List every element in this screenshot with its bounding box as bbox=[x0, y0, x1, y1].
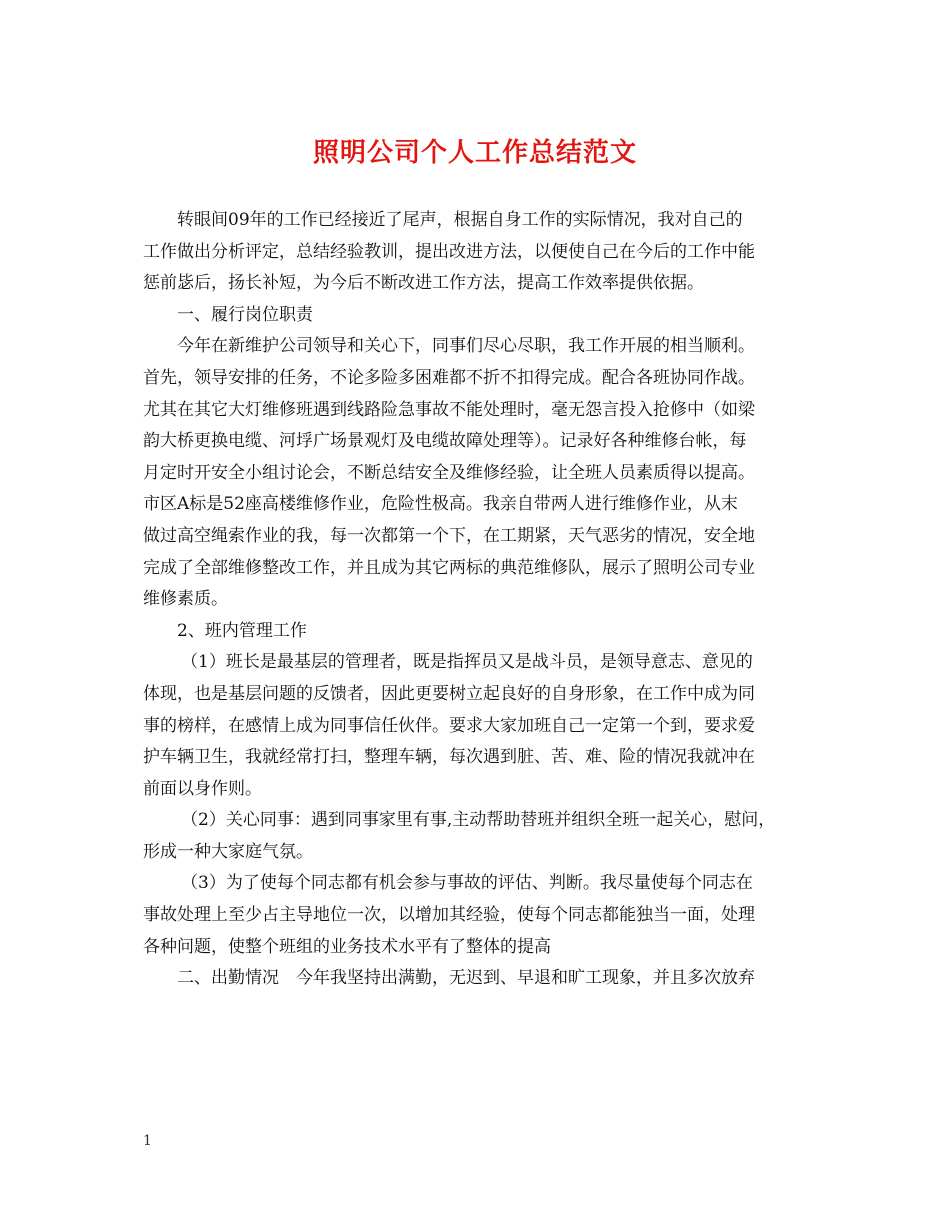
body-line: （3）为了使每个同志都有机会参与事故的评估、判断。我尽量使每个同志在 bbox=[181, 873, 753, 894]
body-line: 韵大桥更换电缆、河垺广场景观灯及电缆故障处理等）。记录好各种维修台帐，每 bbox=[143, 431, 747, 452]
body-line: 今年在新维护公司领导和关心下，同事们尽心尽职，我工作开展的相当顺利。 bbox=[177, 336, 755, 357]
body-line: 体现，也是基层问题的反馈者，因此更要树立起良好的自身形象，在工作中成为同 bbox=[143, 683, 755, 704]
body-line: 工作做出分析评定，总结经验教训，提出改进方法，以便使自己在今后的工作中能 bbox=[143, 241, 755, 262]
body-line: 护车辆卫生，我就经常打扫，整理车辆，每次遇到脏、苦、难、险的情况我就冲在 bbox=[143, 747, 755, 768]
body-line: （2）关心同事：遇到同事家里有事,主动帮助替班并组织全班一起关心，慰问， bbox=[181, 810, 776, 831]
document-title: 照明公司个人工作总结范文 bbox=[312, 138, 637, 168]
document-body bbox=[143, 205, 821, 995]
body-line: 前面以身作则。 bbox=[143, 778, 262, 799]
body-line: 各种问题，使整个班组的业务技术水平有了整体的提高 bbox=[143, 936, 551, 957]
body-line: （1）班长是最基层的管理者，既是指挥员又是战斗员，是领导意志、意见的 bbox=[181, 652, 753, 673]
body-line: 形成一种大家庭气氛。 bbox=[143, 841, 313, 862]
section-heading: 2、班内管理工作 bbox=[177, 620, 307, 641]
body-line: 转眼间09年的工作已经接近了尾声，根据自身工作的实际情况，我对自己的 bbox=[177, 210, 743, 230]
body-line: 事故处理上至少占主导地位一次，以增加其经验，使每个同志都能独当一面，处理 bbox=[143, 905, 755, 926]
section-heading: 二、出勤情况 今年我坚持出满勤，无迟到、早退和旷工现象，并且多次放弃 bbox=[177, 968, 755, 989]
body-line: 首先，领导安排的任务，不论多险多困难都不折不扣得完成。配合各班协同作战。 bbox=[143, 367, 755, 388]
body-line: 事的榜样，在感情上成为同事信任伙伴。要求大家加班自己一定第一个到，要求爱 bbox=[143, 715, 755, 736]
body-line: 月定时开安全小组讨论会，不断总结安全及维修经验，让全班人员素质得以提高。 bbox=[143, 462, 755, 483]
body-line: 维修素质。 bbox=[143, 589, 228, 610]
section-heading: 一、履行岗位职责 bbox=[177, 304, 313, 325]
body-line: 惩前毖后，扬长补短，为今后不断改进工作方法，提高工作效率提供依据。 bbox=[143, 273, 704, 294]
body-line: 市区A标是52座高楼维修作业，危险性极高。我亲自带两人进行维修作业，从末 bbox=[143, 494, 738, 515]
page-number: 1 bbox=[143, 1133, 152, 1149]
body-line: 完成了全部维修整改工作，并且成为其它两标的典范维修队，展示了照明公司专业 bbox=[143, 557, 755, 578]
body-line: 做过高空绳索作业的我，每一次都第一个下，在工期紧，天气恶劣的情况，安全地 bbox=[143, 525, 755, 546]
body-line: 尤其在其它大灯维修班遇到线路险急事故不能处理时，毫无怨言投入抢修中（如梁 bbox=[143, 399, 755, 420]
